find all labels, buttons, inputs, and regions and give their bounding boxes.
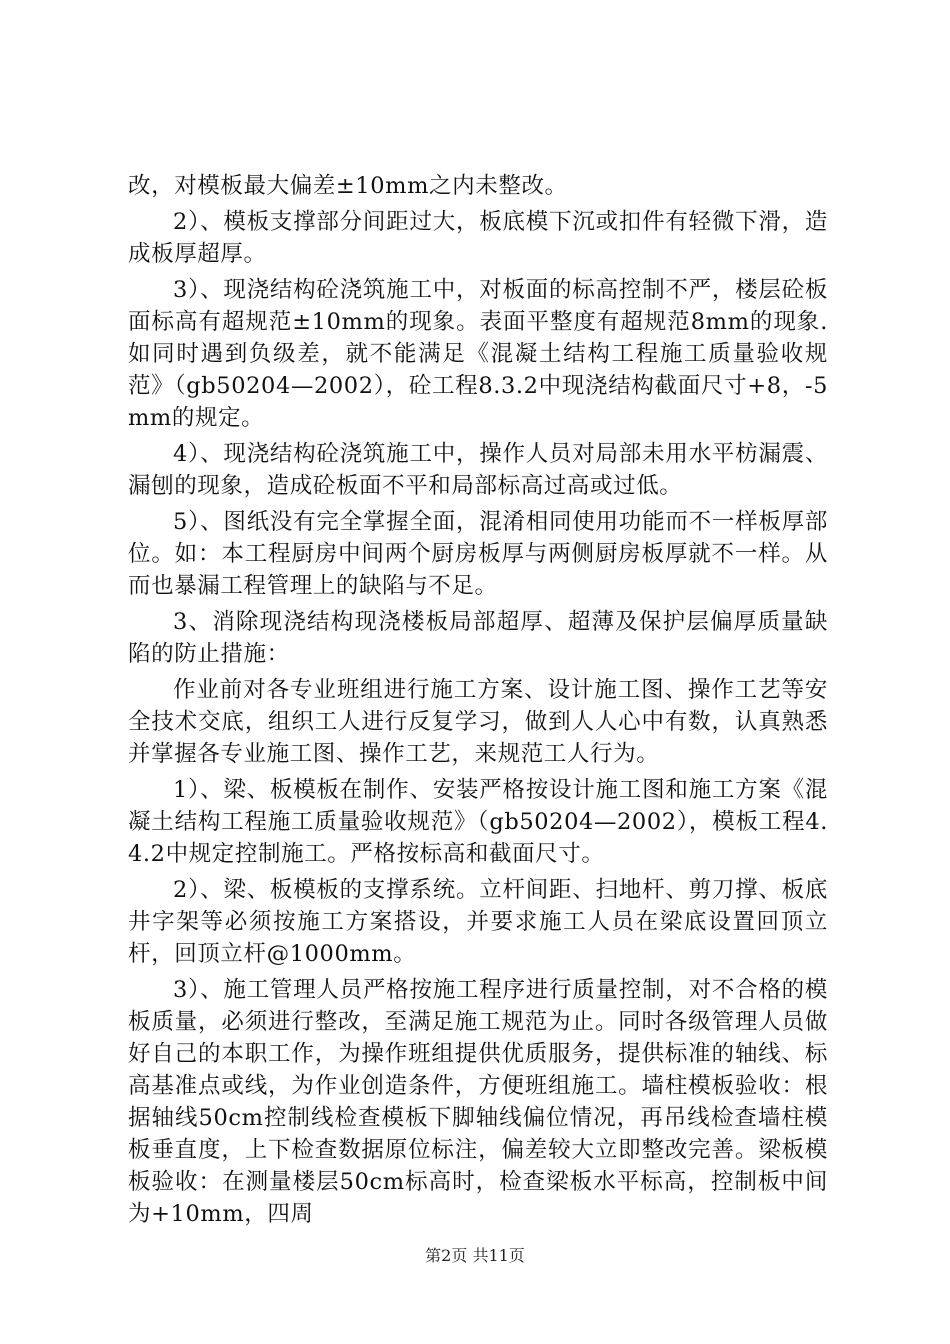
paragraph-8: 2）、梁、板模板的支撑系统。立杆间距、扫地杆、剪刀撑、板底井字架等必须按施工方案搭设，并要求施工人员在梁底设置回顶立杆，回顶立杆@1000mm。 (128, 877, 828, 967)
paragraph-3: 3）、现浇结构砼浇筑施工中，对板面的标高控制不严，楼层砼板面标高有超规范±10mm的现象。表面平整度有超规范8mm的现象.如同时遇到负级差，就不能满足《混凝土结构工程施工质量验收规范》（gb50204—2002），砼工程8.3.2中现浇结构截面尺寸+8，-5mm的规定。 (128, 277, 828, 431)
paragraph-2: 2）、模板支撑部分间距过大，板底模下沉或扣件有轻微下滑，造成板厚超厚。 (128, 209, 828, 267)
paragraph-6: 作业前对各专业班组进行施工方案、设计施工图、操作工艺等安全技术交底，组织工人进行反复学习，做到人人心中有数，认真熟悉并掌握各专业施工图、操作工艺，来规范工人行为。 (128, 677, 828, 767)
paragraph-5: 5）、图纸没有完全掌握全面，混淆相同使用功能而不一样板厚部位。如：本工程厨房中间两个厨房板厚与两侧厨房板厚就不一样。从而也暴漏工程管理上的缺陷与不足。 (128, 509, 828, 599)
paragraph-7: 1）、梁、板模板在制作、安装严格按设计施工图和施工方案《混凝土结构工程施工质量验收规范》（gb50204—2002），模板工程4.4.2中规定控制施工。严格按标高和截面尺寸。 (128, 777, 828, 867)
paragraph-9: 3）、施工管理人员严格按施工程序进行质量控制，对不合格的模板质量，必须进行整改，至满足施工规范为止。同时各级管理人员做好自己的本职工作，为操作班组提供优质服务，提供标准的轴线、标高基准点或线，为作业创造条件，方便班组施工。墙柱模板验收：根据轴线50cm控制线检查模板下脚轴线偏位情况，再吊线检查墙柱模板垂直度，上下检查数据原位标注，偏差较大立即整改完善。梁板模板验收：在测量楼层50cm标高时，检查梁板水平标高，控制板中间为+10mm，四周 (128, 977, 828, 1227)
document-body (128, 170, 828, 1234)
page-footer: 第2页 共11页 (425, 1246, 525, 1265)
section-heading-3: 3、消除现浇结构现浇楼板局部超厚、超薄及保护层偏厚质量缺陷的防止措施： (128, 609, 828, 667)
paragraph-1: 改，对模板最大偏差±10mm之内未整改。 (128, 173, 568, 199)
paragraph-4: 4）、现浇结构砼浇筑施工中，操作人员对局部未用水平枋漏震、漏刨的现象，造成砼板面不平和局部标高过高或过低。 (128, 441, 828, 499)
